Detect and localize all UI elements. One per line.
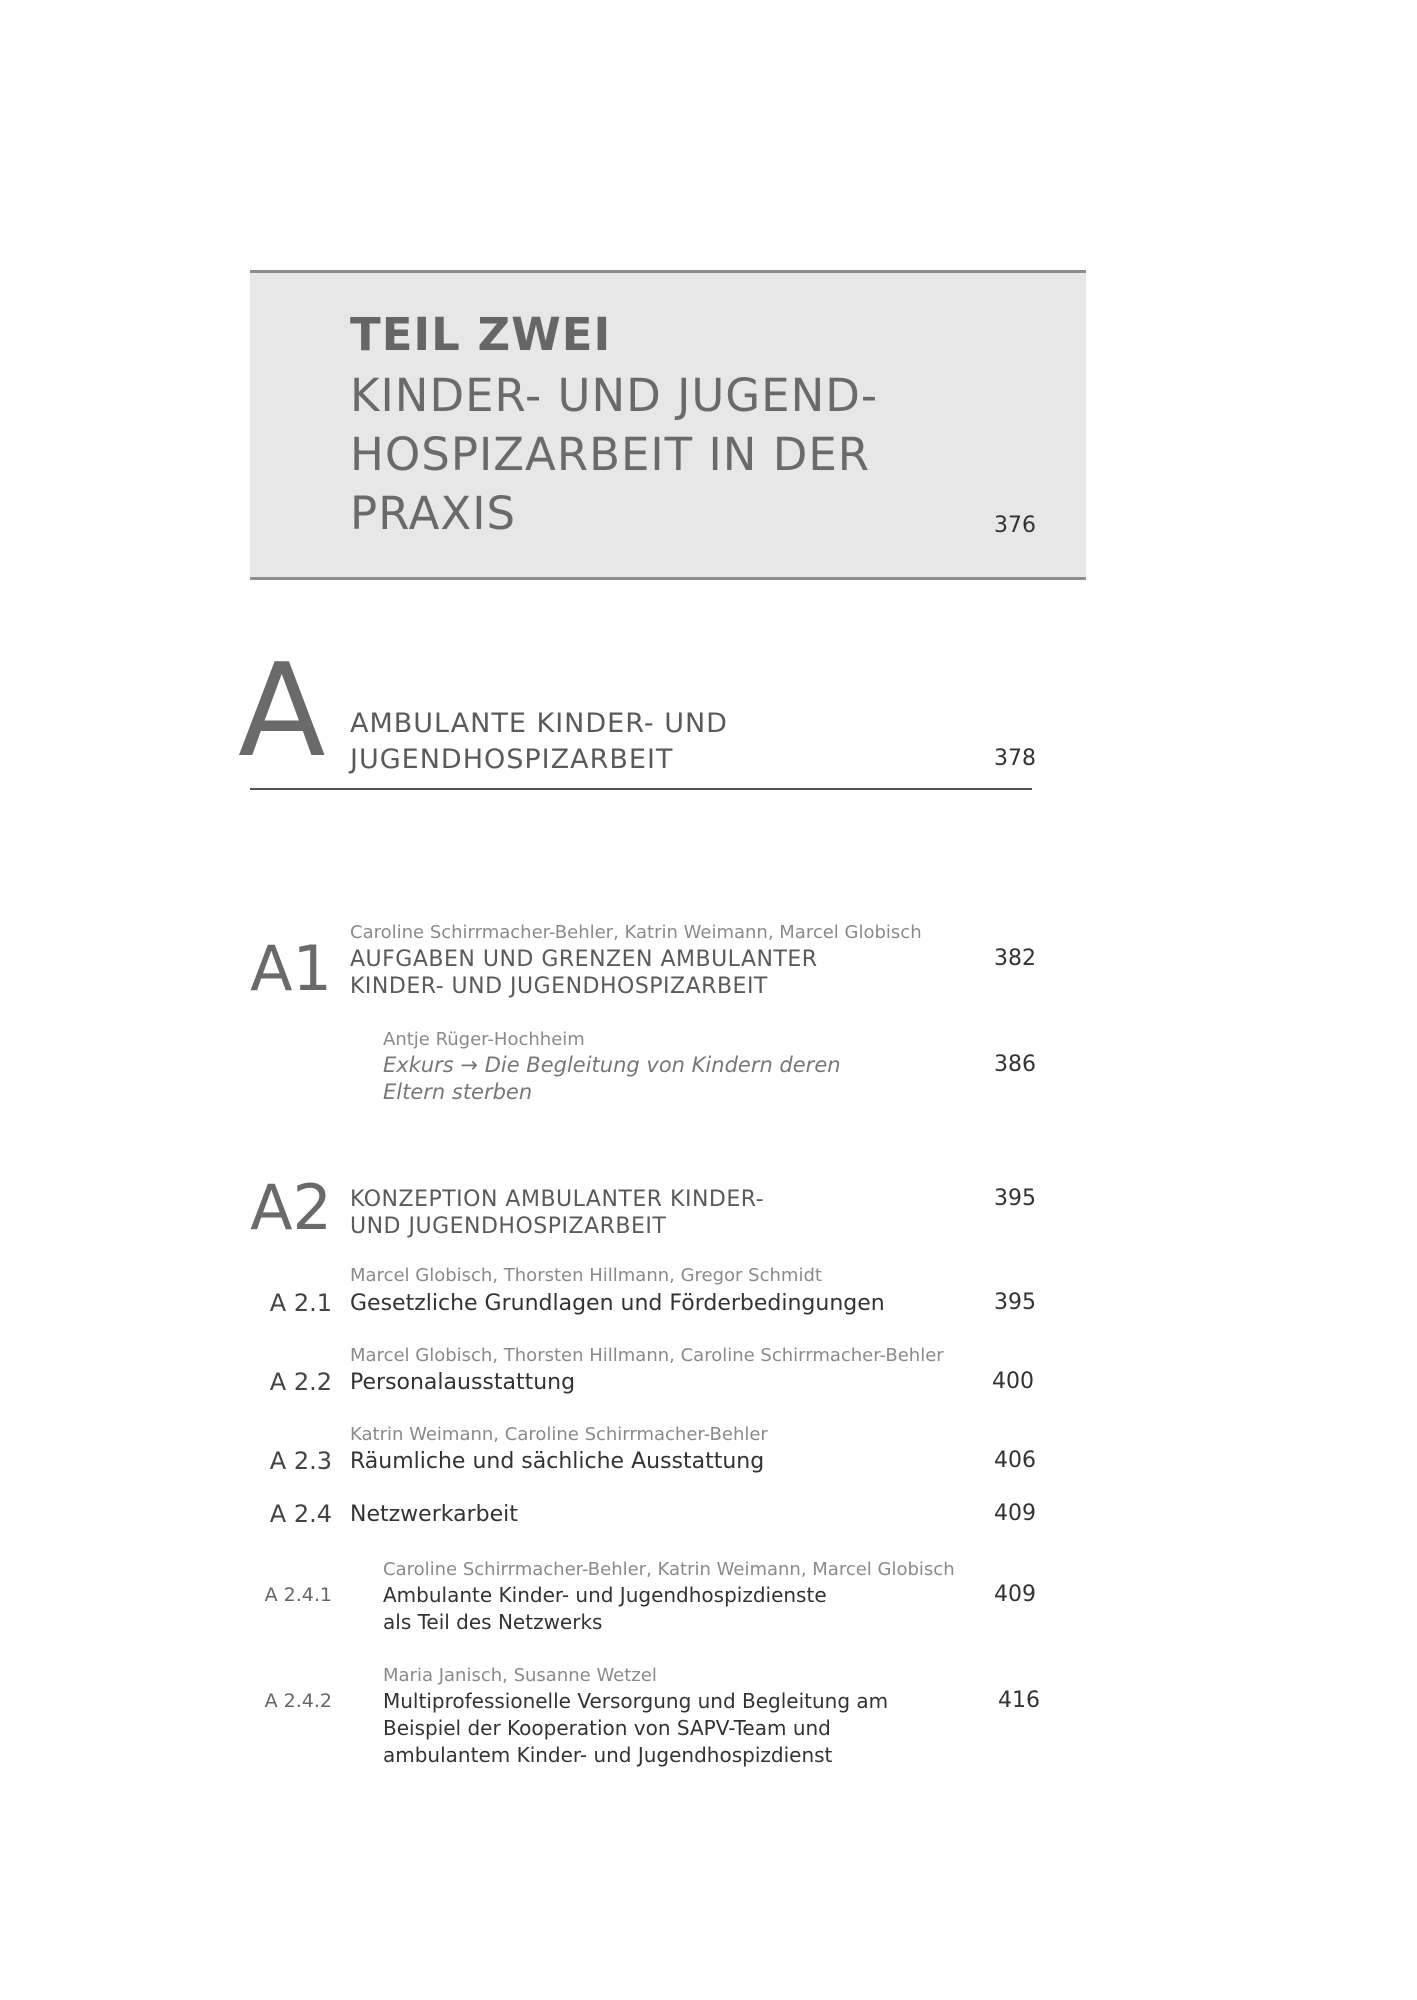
subsection-page-a2-2: 400 xyxy=(992,1369,1034,1394)
subsubsection-authors-a2-4-1: Caroline Schirrmacher-Behler, Katrin Weimann, Marcel Globisch xyxy=(383,1559,955,1580)
subsection-title-a2-2[interactable]: Personalausstattung xyxy=(350,1370,576,1395)
chapter-title-a2[interactable]: KONZEPTION AMBULANTER KINDER- UND JUGENDHOSPIZARBEIT xyxy=(350,1187,765,1239)
chapter-authors-a1: Caroline Schirrmacher-Behler, Katrin Weimann, Marcel Globisch xyxy=(350,922,922,943)
section-letter: A xyxy=(238,637,326,786)
chapter-number-a2: A2 xyxy=(250,1171,332,1244)
exkurs-page: 386 xyxy=(994,1052,1036,1077)
exkurs-title[interactable]: Exkurs → Die Begleitung von Kindern deren Eltern sterben xyxy=(383,1053,841,1104)
section-divider xyxy=(250,788,1032,790)
section-title: AMBULANTE KINDER- UND JUGENDHOSPIZARBEIT xyxy=(350,708,728,775)
chapter-page-a2: 395 xyxy=(994,1186,1036,1211)
subsubsection-title-a2-4-1[interactable]: Ambulante Kinder- und Jugendhospizdienste als Teil des Netzwerks xyxy=(383,1583,827,1634)
part-page-number: 376 xyxy=(994,513,1036,538)
section-page-number: 378 xyxy=(994,746,1036,771)
part-title: KINDER- UND JUGEND-HOSPIZARBEIT IN DER PRAXIS xyxy=(350,369,879,540)
subsection-number-a2-1: A 2.1 xyxy=(269,1289,332,1317)
subsection-title-a2-1[interactable]: Gesetzliche Grundlagen und Förderbedingungen xyxy=(350,1291,885,1316)
part-label: TEIL ZWEI xyxy=(350,308,612,361)
subsubsection-title-a2-4-2[interactable]: Multiprofessionelle Versorgung und Begleitung am Beispiel der Kooperation von SAPV-Team und ambulantem Kinder- und Jugendhospizdienst xyxy=(383,1689,889,1767)
exkurs-authors: Antje Rüger-Hochheim xyxy=(383,1029,585,1050)
subsection-authors-a2-2: Marcel Globisch, Thorsten Hillmann, Caroline Schirrmacher-Behler xyxy=(350,1345,944,1366)
chapter-title-a1[interactable]: AUFGABEN UND GRENZEN AMBULANTER KINDER- UND JUGENDHOSPIZARBEIT xyxy=(350,947,818,999)
subsection-title-a2-3[interactable]: Räumliche und sächliche Ausstattung xyxy=(350,1449,765,1474)
subsection-authors-a2-1: Marcel Globisch, Thorsten Hillmann, Gregor Schmidt xyxy=(350,1265,822,1286)
subsection-authors-a2-3: Katrin Weimann, Caroline Schirrmacher-Behler xyxy=(350,1424,768,1445)
subsubsection-page-a2-4-1: 409 xyxy=(994,1582,1036,1607)
subsection-page-a2-3: 406 xyxy=(994,1448,1036,1473)
subsubsection-page-a2-4-2: 416 xyxy=(998,1688,1040,1713)
subsubsection-authors-a2-4-2: Maria Janisch, Susanne Wetzel xyxy=(383,1665,657,1686)
chapter-page-a1: 382 xyxy=(994,946,1036,971)
subsection-number-a2-2: A 2.2 xyxy=(269,1368,332,1396)
subsection-page-a2-4: 409 xyxy=(994,1501,1036,1526)
subsection-number-a2-4: A 2.4 xyxy=(269,1500,332,1528)
subsubsection-number-a2-4-1: A 2.4.1 xyxy=(264,1584,332,1606)
subsection-page-a2-1: 395 xyxy=(994,1290,1036,1315)
subsection-number-a2-3: A 2.3 xyxy=(269,1447,332,1475)
subsection-title-a2-4[interactable]: Netzwerkarbeit xyxy=(350,1502,518,1527)
subsubsection-number-a2-4-2: A 2.4.2 xyxy=(264,1690,332,1712)
chapter-number-a1: A1 xyxy=(250,932,332,1005)
